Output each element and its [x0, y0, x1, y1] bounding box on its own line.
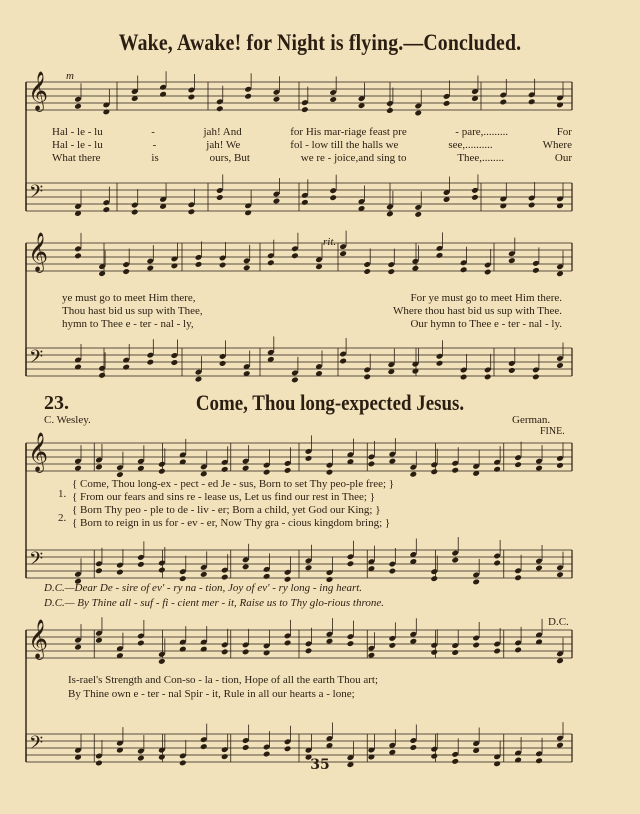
bass-clef-icon: 𝄢 — [29, 549, 44, 574]
note-head — [291, 377, 299, 384]
note-head — [329, 96, 337, 103]
note-head — [493, 648, 501, 655]
note-head — [74, 252, 82, 259]
note-head — [74, 465, 82, 472]
note-head — [556, 657, 564, 664]
note-head — [556, 462, 564, 469]
note-head — [158, 468, 166, 475]
note-head — [179, 575, 187, 582]
note-head — [460, 266, 468, 273]
note-head — [116, 471, 124, 478]
note-head — [219, 360, 227, 367]
bass-clef-icon: 𝄢 — [29, 347, 44, 372]
treble-clef-icon: 𝄞 — [28, 432, 49, 472]
note-head — [532, 267, 540, 274]
note-head — [514, 647, 522, 654]
note-head — [195, 376, 203, 383]
note-head — [200, 646, 208, 653]
fine-mark: FINE. — [540, 426, 565, 437]
note-head — [242, 465, 250, 472]
note-head — [242, 649, 250, 656]
note-head — [430, 468, 438, 475]
treble-staff-2 — [26, 243, 572, 271]
note-head — [263, 469, 271, 476]
note-head — [171, 262, 179, 269]
system2-lyric-line3: hymn to Thee e - ter - nal - ly, Our hymn to Thee e - ter - nal - ly. — [62, 318, 562, 330]
note-head — [221, 466, 229, 473]
note-head — [329, 194, 337, 201]
hymn-number: 23. — [44, 392, 69, 414]
note-head — [267, 259, 275, 266]
note-head — [305, 564, 313, 571]
note-head — [188, 208, 196, 215]
note-head — [188, 94, 196, 101]
note-head — [171, 359, 179, 366]
note-head — [347, 560, 355, 567]
note-head — [389, 458, 397, 465]
hymn-lyric-line6: By Thine own e - ter - nal Spir - it, Rule in all our hearts a - lone; — [68, 688, 355, 700]
note-head — [386, 107, 394, 114]
note-head — [301, 106, 309, 113]
note-head — [508, 367, 516, 374]
note-head — [305, 647, 313, 654]
note-head — [430, 649, 438, 656]
note-head — [499, 99, 507, 106]
note-head — [244, 93, 252, 100]
note-head — [74, 103, 82, 110]
note-head — [273, 96, 281, 103]
bass-clef-icon: 𝄢 — [29, 733, 44, 758]
note-head — [451, 649, 459, 656]
treble-clef-icon: 𝄞 — [28, 71, 49, 111]
note-head — [95, 567, 103, 574]
note-head — [556, 362, 564, 369]
note-head — [219, 262, 227, 269]
note-head — [556, 742, 564, 749]
note-head — [460, 374, 468, 381]
note-head — [368, 461, 376, 468]
note-head — [363, 373, 371, 380]
note-head — [472, 642, 480, 649]
note-head — [414, 110, 422, 117]
note-head — [414, 211, 422, 218]
note-head — [116, 569, 124, 576]
note-head — [122, 364, 130, 371]
note-head — [443, 100, 451, 107]
note-head — [326, 469, 334, 476]
note-head — [389, 749, 397, 756]
bass-clef-icon: 𝄢 — [29, 182, 44, 207]
concluded-title: Wake, Awake! for Night is flying.—Concluded. — [118, 30, 522, 55]
dc-line-2: D.C.— By Thine all - suf - fi - cient mer - it, Raise us to Thy glo-rious throne. — [44, 597, 384, 609]
note-head — [242, 744, 250, 751]
note-head — [484, 374, 492, 381]
note-head — [556, 571, 564, 578]
note-head — [305, 455, 313, 462]
note-head — [514, 461, 522, 468]
note-head — [103, 109, 111, 116]
note-head — [484, 269, 492, 276]
note-head — [273, 198, 281, 205]
hymn-author: C. Wesley. — [44, 414, 91, 426]
hymn-lyric-line4: { Born to reign in us for - ev - er, Now Thy gra - cious kingdom bring; } — [72, 517, 391, 529]
system1-lyric-line2: Hal - le - lu - jah! We fol - low till the halls we see,.......... Where — [52, 139, 572, 151]
note-head — [532, 373, 540, 380]
note-head — [221, 574, 229, 581]
note-head — [103, 206, 111, 213]
note-head — [339, 250, 347, 257]
note-head — [326, 638, 334, 645]
note-head — [146, 359, 154, 366]
note-head — [436, 252, 444, 259]
note-head — [216, 105, 224, 112]
note-head — [146, 265, 154, 272]
note-head — [535, 565, 543, 572]
hymn-tune: German. — [512, 414, 551, 426]
note-head — [301, 199, 309, 206]
note-head — [263, 573, 271, 580]
system2-lyric-line1: ye must go to meet Him there, For ye must go to meet Him there. — [62, 292, 562, 304]
note-head — [98, 372, 106, 379]
note-head — [263, 649, 271, 656]
note-head — [389, 642, 397, 649]
note-head — [179, 646, 187, 653]
note-head — [363, 268, 371, 275]
note-head — [243, 264, 251, 271]
note-head — [556, 101, 564, 108]
note-head — [137, 561, 145, 568]
system1-lyric-line1: Hal - le - lu - jah! And for His mar-riage feast pre - pare,......... For — [52, 126, 572, 138]
note-head — [242, 563, 250, 570]
note-head — [430, 575, 438, 582]
note-head — [95, 464, 103, 471]
hymn-lyric-line2: { From our fears and sins re - lease us, Let us find our rest in Thee; } — [72, 491, 376, 503]
note-head — [131, 209, 139, 216]
note-head — [158, 658, 166, 665]
note-head — [493, 560, 501, 567]
note-head — [200, 571, 208, 578]
note-head — [221, 648, 229, 655]
hymn-lyric-line1: { Come, Thou long-ex - pect - ed Je - sus, Born to set Thy peo-ple free; } — [72, 478, 395, 490]
note-head — [158, 567, 166, 574]
note-head — [472, 579, 480, 586]
note-head — [451, 467, 459, 474]
note-head — [200, 471, 208, 478]
note-head — [451, 557, 459, 564]
note-head — [386, 211, 394, 218]
note-head — [368, 652, 376, 659]
note-head — [291, 252, 299, 259]
note-head — [284, 640, 292, 647]
note-head — [387, 268, 395, 275]
note-head — [528, 98, 536, 105]
note-head — [471, 194, 479, 201]
note-head — [347, 640, 355, 647]
note-head — [535, 465, 543, 472]
note-head — [499, 203, 507, 210]
system2-lyric-line2: Thou hast bid us sup with Thee, Where thou hast bid us sup with Thee. — [62, 305, 562, 317]
note-head — [216, 194, 224, 201]
note-head — [284, 467, 292, 474]
note-head — [339, 358, 347, 365]
treble-clef-icon: 𝄞 — [28, 619, 49, 659]
note-head — [528, 202, 536, 209]
hymn-lyric-line3: { Born Thy peo - ple to de - liv - er; Born a child, yet God our King; } — [72, 504, 381, 516]
dc-mark: D.C. — [548, 616, 569, 628]
note-head — [284, 745, 292, 752]
note-head — [74, 644, 82, 651]
note-head — [195, 261, 203, 268]
note-head — [508, 257, 516, 264]
ritardando-mark: rit. — [323, 236, 337, 248]
page-number: 35 — [310, 757, 330, 773]
note-head — [556, 202, 564, 209]
verse-number-1: 1. — [58, 488, 67, 500]
system1-lyric-line3: What there is ours, But we re - joice,and sing to Thee,........ Our — [52, 152, 572, 164]
note-head — [200, 743, 208, 750]
mezzo-mark: m — [66, 70, 74, 82]
note-head — [122, 268, 130, 275]
note-head — [409, 744, 417, 751]
note-head — [493, 466, 501, 473]
note-head — [244, 209, 252, 216]
note-head — [514, 574, 522, 581]
note-head — [389, 568, 397, 575]
treble-clef-icon: 𝄞 — [28, 232, 49, 272]
hymn-lyric-line5: Is-rael's Strength and Con-so - la - tion, Hope of all the earth Thou art; — [68, 674, 379, 686]
note-head — [409, 471, 417, 478]
verse-number-2: 2. — [58, 512, 67, 524]
dc-line-1: D.C.—Dear De - sire of ev' - ry na - tion, Joy of ev' - ry long - ing heart. — [44, 582, 363, 594]
note-head — [436, 360, 444, 367]
note-head — [159, 91, 167, 98]
hymn-title: Come, Thou long-expected Jesus. — [195, 390, 465, 415]
bass-staff-2 — [26, 348, 572, 376]
note-head — [95, 637, 103, 644]
note-head — [137, 640, 145, 647]
